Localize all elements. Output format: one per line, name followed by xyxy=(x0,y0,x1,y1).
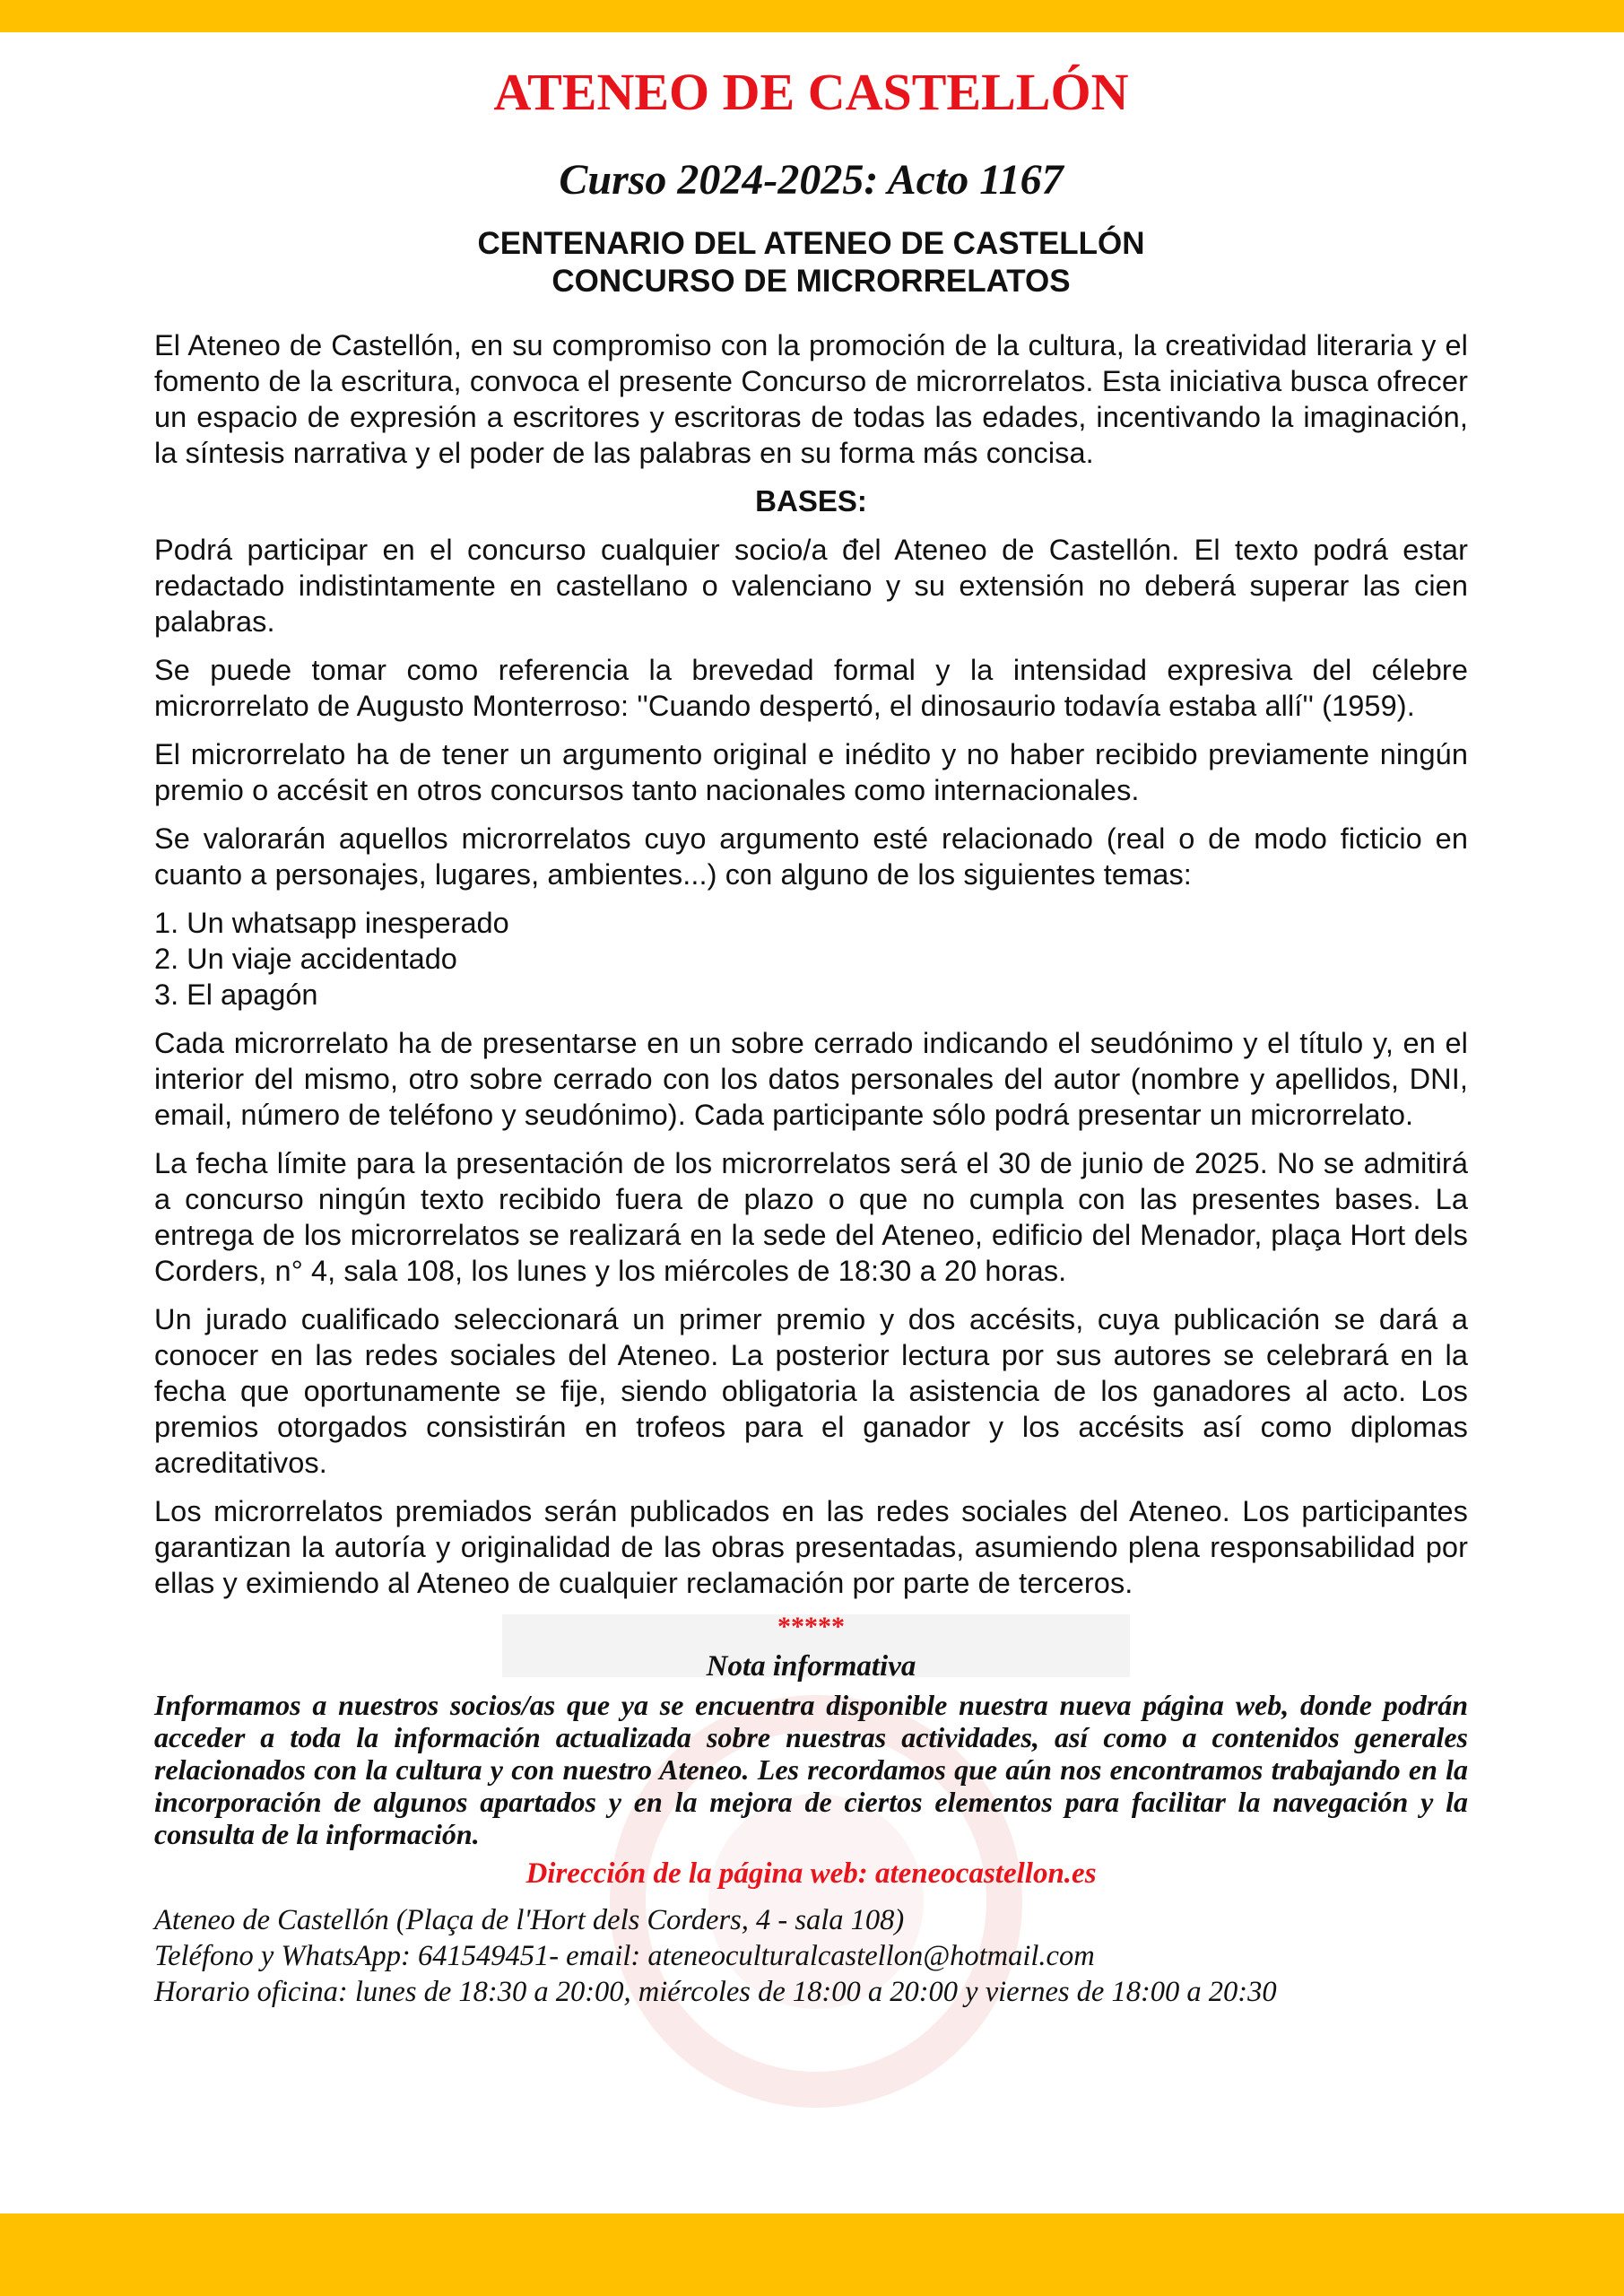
bases-paragraph-themes: Se valorarán aquellos microrrelatos cuyo argumento esté relacionado (real o de modo ficticio en cuanto a personajes, lugares, ambientes...) con alguno de los siguientes temas: xyxy=(154,822,1468,891)
footer-contact: Teléfono y WhatsApp: 641549451- email: ateneoculturalcastellon@hotmail.com xyxy=(154,1940,1095,1973)
intro-paragraph: El Ateneo de Castellón, en su compromiso con la promoción de la cultura, la creatividad literaria y el fomento de la escritura, convoca el presente Concurso de microrrelatos. Esta iniciativa busca ofrecer un espacio de expresión a escritores y escritoras de todas las edades, incentivando la imaginación, la síntesis narrativa y el poder de las palabras en su forma más concisa. xyxy=(154,329,1468,470)
themes-list xyxy=(154,905,1468,1013)
bases-paragraph-publication: Los microrrelatos premiados serán publicados en las redes sociales del Ateneo. Los participantes garantizan la autoría y originalidad de las obras presentadas, asumiendo plena responsabilidad por ellas y eximiendo al Ateneo de cualquier reclamación por parte de terceros. xyxy=(154,1495,1468,1600)
bases-paragraph-originality: El microrrelato ha de tener un argumento original e inédito y no haber recibido previamente ningún premio o accésit en otros concursos tanto nacionales como internacionales. xyxy=(154,738,1468,807)
nota-informativa-title: Nota informativa xyxy=(706,1650,916,1683)
footer-address: Ateneo de Castellón (Plaça de l'Hort dels Corders, 4 - sala 108) xyxy=(154,1904,905,1937)
document-body xyxy=(154,57,1468,2010)
bases-paragraph-deadline: La fecha límite para la presentación de los microrrelatos será el 30 de junio de 2025. No se admitirá a concurso ningún texto recibido fuera de plazo o que no cumpla con las presentes bases. La entrega de los microrrelatos se realizará en la sede del Ateneo, edificio del Menador, plaça Hort dels Corders, n° 4, sala 108, los lunes y los miércoles de 18:30 a 20 horas. xyxy=(154,1147,1468,1288)
top-yellow-band xyxy=(0,0,1624,32)
subtitle-contest: CONCURSO DE MICRORRELATOS xyxy=(551,264,1071,300)
bases-paragraph-submission: Cada microrrelato ha de presentarse en un sobre cerrado indicando el seudónimo y el título y, en el interior del mismo, otro sobre cerrado con los datos personales del autor (nombre y apellidos, DNI, email, número de teléfono y seudónimo). Cada participante sólo podrá presentar un microrrelato. xyxy=(154,1027,1468,1132)
bases-paragraph-reference: Se puede tomar como referencia la brevedad formal y la intensidad expresiva del célebre microrrelato de Augusto Monterroso: ''Cuando despertó, el dinosaurio todavía estaba allí'' (1959). xyxy=(154,654,1468,723)
bases-paragraph-participation: Podrá participar en el concurso cualquier socio/a đel Ateneo de Castellón. El texto podrá estar redactado indistintamente en castellano o valenciano y su extensión no deberá superar las cien palabras. xyxy=(154,534,1468,639)
separator-stars: ***** xyxy=(777,1612,845,1642)
bottom-yellow-band xyxy=(0,2213,1624,2296)
list-item: 3. El apagón xyxy=(154,978,318,1012)
footer-hours: Horario oficina: lunes de 18:30 a 20:00, miércoles de 18:00 a 20:00 y viernes de 18:00 a 20:30 xyxy=(154,1976,1277,2009)
page-title: ATENEO DE CASTELLÓN xyxy=(493,63,1129,121)
contact-footer xyxy=(154,1902,1468,2010)
website-address: Dirección de la página web: ateneocastellon.es xyxy=(525,1857,1097,1891)
subtitle-centenary: CENTENARIO DEL ATENEO DE CASTELLÓN xyxy=(477,226,1145,262)
bases-heading: BASES: xyxy=(755,484,867,518)
nota-informativa-text: Informamos a nuestros socios/as que ya se encuentra disponible nuestra nueva página web, donde podrán acceder a toda la información actualizada sobre nuestras actividades, así como a contenidos generales relacionados con la cultura y con nuestro Ateneo. Les recordamos que aún nos encontramos trabajando en la incorporación de algunos apartados y en la mejora de ciertos elementos para facilitar la navegación y la consulta de la información. xyxy=(154,1689,1468,1851)
list-item: 2. Un viaje accidentado xyxy=(154,943,457,976)
list-item: 1. Un whatsapp inesperado xyxy=(154,907,509,940)
bases-paragraph-jury: Un jurado cualificado seleccionará un primer premio y dos accésits, cuya publicación se dará a conocer en las redes sociales del Ateneo. La posterior lectura por sus autores se celebrará en la fecha que oportunamente se fije, siendo obligatoria la asistencia de los ganadores al acto. Los premios otorgados consistirán en trofeos para el ganador y los accésits así como diplomas acreditativos. xyxy=(154,1303,1468,1480)
course-act-heading: Curso 2024-2025: Acto 1167 xyxy=(559,155,1064,204)
